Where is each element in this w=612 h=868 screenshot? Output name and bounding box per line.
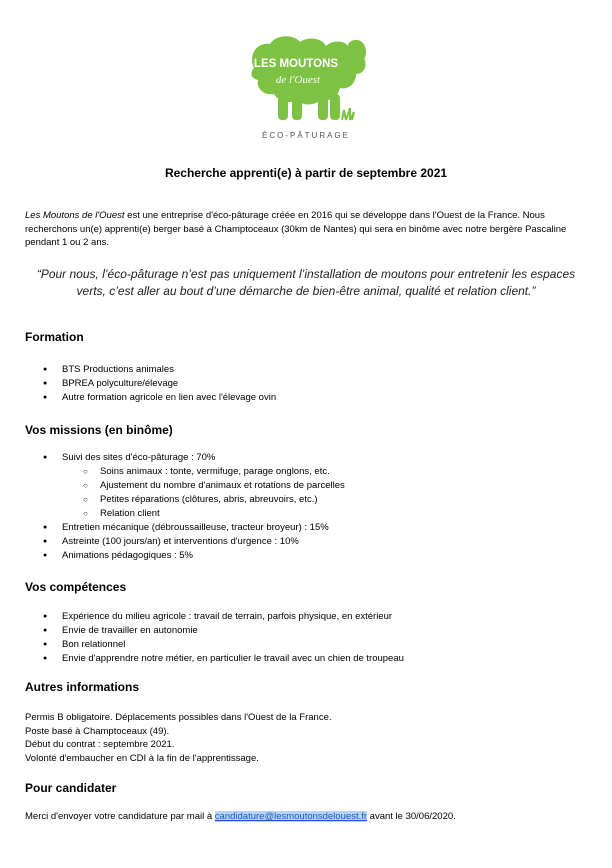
candidater-heading: Pour candidater: [25, 781, 117, 795]
sublist-item: ○ Relation client: [25, 507, 345, 521]
list-item: ● BTS Productions animales: [25, 363, 276, 377]
missions-sublist: [62, 465, 345, 521]
missions-heading: Vos missions (en binôme): [25, 423, 173, 437]
list-item-label: Suivi des sites d'éco-pâturage : 70%: [62, 452, 216, 463]
candidater-paragraph: [25, 810, 456, 824]
list-item: ● Expérience du milieu agricole : travail de terrain, parfois physique, en extérieur: [25, 610, 404, 624]
candidater-text-before: Merci d'envoyer votre candidature par mail à: [25, 811, 215, 822]
autres-heading: Autres informations: [25, 680, 140, 694]
list-item: ● Envie de travailler en autonomie: [25, 624, 404, 638]
formation-list: [25, 363, 276, 405]
company-logo: [244, 30, 368, 142]
intro-text-1: est une entreprise d'éco-pâturage créée en 2016 qui se développe dans l'Ouest de la France.: [124, 210, 521, 221]
intro-text-2: Nous recherchons un(e) apprenti(e) berger basé à Champtoceaux (30km de Nantes) qui sera en binôme avec notre bergère Pascaline pendant 1 ou 2 ans.: [25, 210, 567, 248]
formation-heading: Formation: [25, 330, 84, 344]
missions-list: [25, 451, 345, 563]
autres-paragraph: [25, 711, 332, 765]
logo-tagline: ÉCO-PÂTURAGE: [261, 131, 351, 140]
info-line: Poste basé à Champtoceaux (49).: [25, 725, 170, 737]
info-line: Volonté d'embaucher en CDI à la fin de l'apprentissage.: [25, 752, 259, 764]
info-line: Début du contrat : septembre 2021.: [25, 739, 175, 750]
list-item: ● Animations pédagogiques : 5%: [25, 549, 345, 563]
list-item: ● BPREA polyculture/élevage: [25, 377, 276, 391]
competences-heading: Vos compétences: [25, 580, 127, 594]
company-name: Les Moutons de l'Ouest: [25, 210, 125, 221]
quote: “Pour nous, l’éco-pâturage n’est pas uniquement l’installation de moutons pour entretenir les espaces verts, c’est aller au bout d’une démarche de bien-être animal, qualité et relation client.”: [36, 267, 576, 298]
sublist-item: ○ Petites réparations (clôtures, abris, abreuvoirs, etc.): [25, 493, 345, 507]
page-title: Recherche apprenti(e) à partir de septembre 2021: [164, 166, 448, 180]
logo-line2: de l'Ouest: [275, 74, 321, 86]
candidater-text-after: avant le 30/06/2020.: [367, 811, 456, 822]
logo-line1: LES MOUTONS: [253, 58, 339, 70]
list-item: ● Entretien mécanique (débroussailleuse, tracteur broyeur) : 15%: [25, 521, 345, 535]
sublist-item: ○ Soins animaux : tonte, vermifuge, parage onglons, etc.: [25, 465, 345, 479]
list-item: [25, 451, 345, 521]
list-item: ● Envie d'apprendre notre métier, en particulier le travail avec un chien de troupeau: [25, 652, 404, 666]
list-item: ● Autre formation agricole en lien avec l'élevage ovin: [25, 391, 276, 405]
list-item: ● Astreinte (100 jours/an) et interventions d'urgence : 10%: [25, 535, 345, 549]
email-link[interactable]: candidature@lesmoutonsdelouest.fr: [214, 811, 368, 822]
intro-paragraph: [25, 209, 585, 250]
list-item: ● Bon relationnel: [25, 638, 404, 652]
competences-list: [25, 610, 404, 666]
info-line: Permis B obligatoire. Déplacements possibles dans l'Ouest de la France.: [25, 712, 332, 723]
sublist-item: ○ Ajustement du nombre d'animaux et rotations de parcelles: [25, 479, 345, 493]
